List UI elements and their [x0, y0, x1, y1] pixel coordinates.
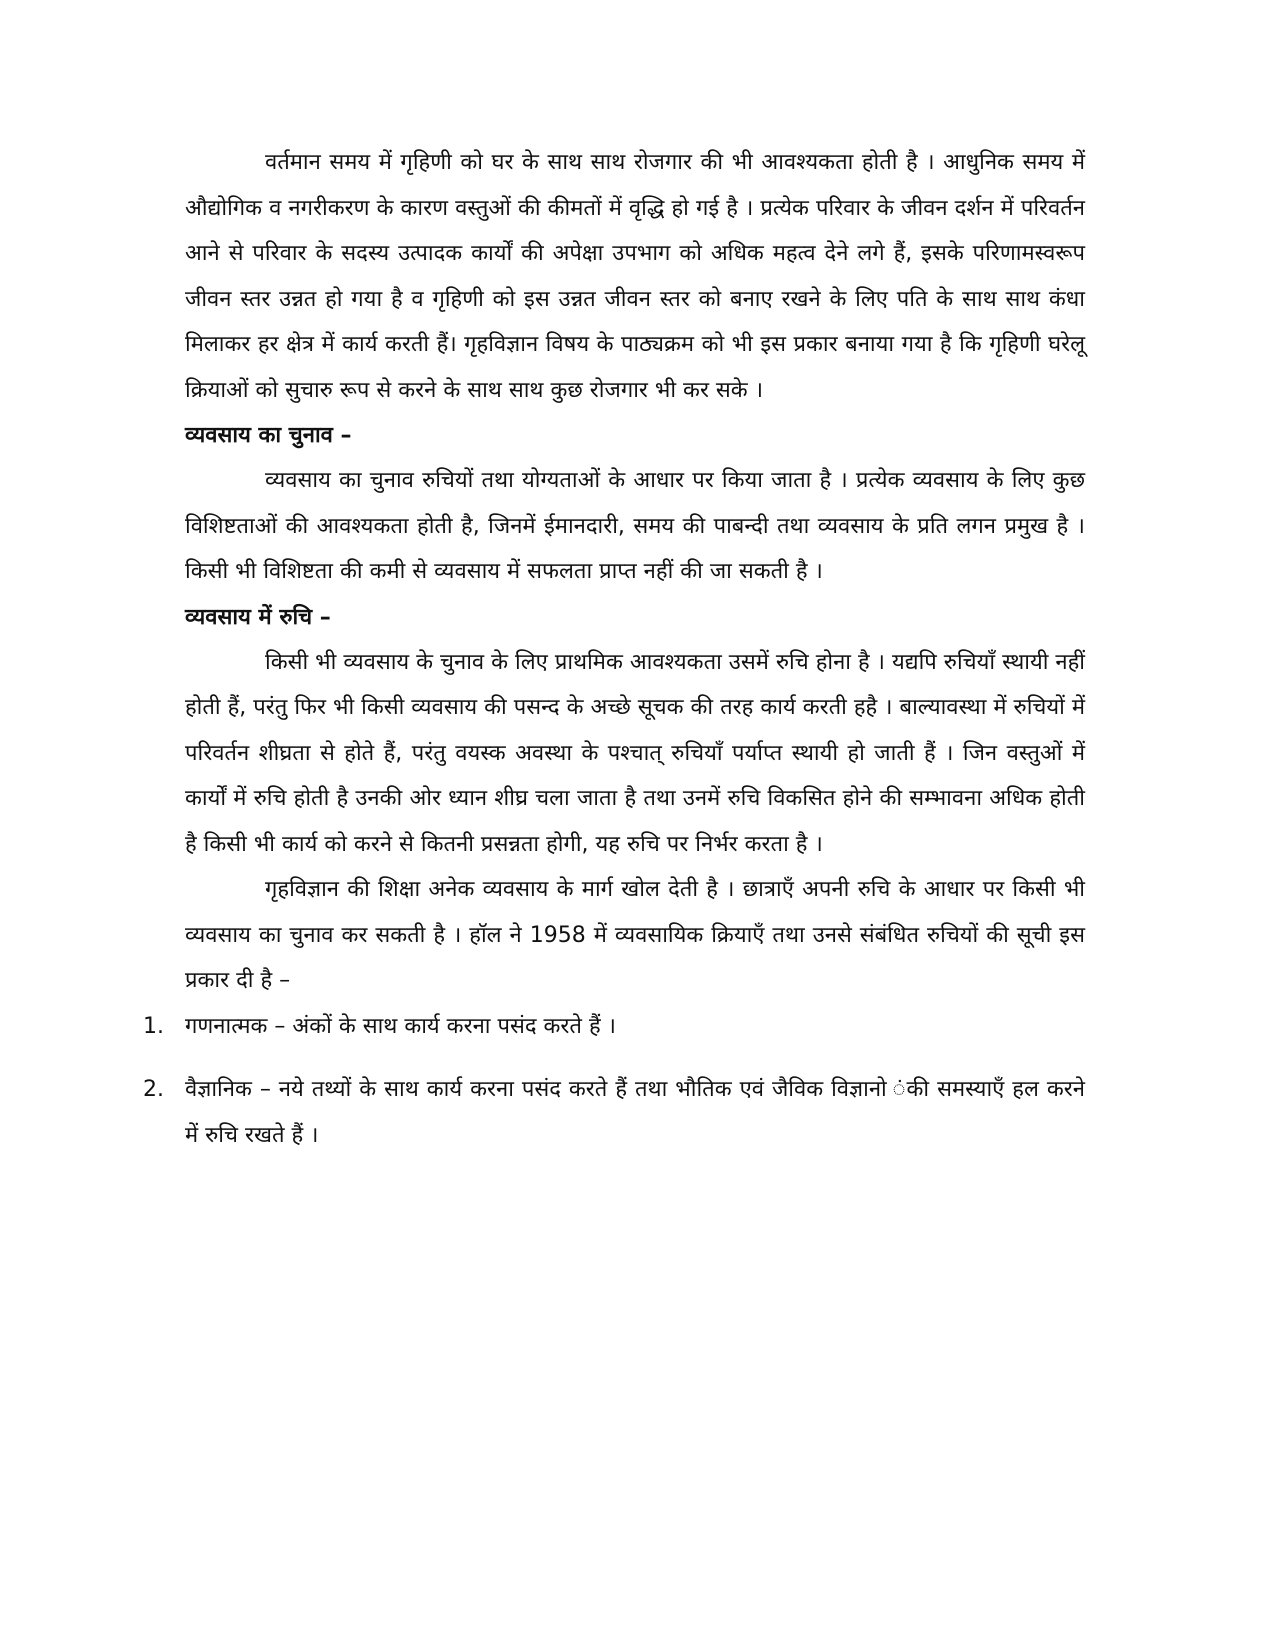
list-item-number: 1. [143, 1013, 164, 1039]
list-item [143, 1004, 1085, 1050]
paragraph-home-science-careers: गृहविज्ञान की शिक्षा अनेक व्यवसाय के मार्ग खोल देती है । छात्राएँ अपनी रुचि के आधार पर किसी भी व्यवसाय का चुनाव कर सकती है । हॉल ने 1958 में व्यवसायिक क्रियाएँ तथा उनसे संबंधित रुचियों की सूची इस प्रकार दी है – [185, 877, 1085, 993]
paragraph-employment-need: वर्तमान समय में गृहिणी को घर के साथ साथ रोजगार की भी आवश्यकता होती है । आधुनिक समय में औद्योगिक व नगरीकरण के कारण वस्तुओं की कीमतों में वृद्धि हो गई है । प्रत्येक परिवार के जीवन दर्शन में परिवर्तन आने से परिवार के सदस्य उत्पादक कार्यों की अपेक्षा उपभाग को अधिक महत्व देने लगे हैं, इसके परिणामस्वरूप जीवन स्तर उन्नत हो गया है व गृहिणी को इस उन्नत जीवन स्तर को बनाए रखने के लिए पति के साथ साथ कंधा मिलाकर हर क्षेत्र में कार्य करती हैं। गृहविज्ञान विषय के पाठ्यक्रम को भी इस प्रकार बनाया गया है कि गृहिणी घरेलू क्रियाओं को सुचारु रूप से करने के साथ साथ कुछ रोजगार भी कर सके । [185, 150, 1085, 403]
list-item-number: 2. [143, 1077, 164, 1102]
heading-career-choice: व्यवसाय का चुनाव – [185, 423, 352, 448]
list-item-text: गणनात्मक – अंकों के साथ कार्य करना पसंद करते हैं । [185, 1013, 616, 1039]
paragraph-career-choice: व्यवसाय का चुनाव रुचियों तथा योग्यताओं के आधार पर किया जाता है । प्रत्येक व्यवसाय के लिए कुछ विशिष्टताओं की आवश्यकता होती है, जिनमें ईमानदारी, समय की पाबन्दी तथा व्यवसाय के प्रति लगन प्रमुख है । किसी भी विशिष्टता की कमी से व्यवसाय में सफलता प्राप्त नहीं की जा सकती है । [185, 468, 1085, 584]
interest-list [143, 1004, 1085, 1159]
heading-career-interest: व्यवसाय में रुचि – [185, 604, 331, 630]
paragraph-career-interest: किसी भी व्यवसाय के चुनाव के लिए प्राथमिक आवश्यकता उसमें रुचि होना है । यद्यपि रुचियाँ स्थायी नहीं होती हैं, परंतु फिर भी किसी व्यवसाय की पसन्द के अच्छे सूचक की तरह कार्य करती हहै । बाल्यावस्था में रुचियों में परिवर्तन शीघ्रता से होते हैं, परंतु वयस्क अवस्था के पश्चात् रुचियाँ पर्याप्त स्थायी हो जाती हैं । जिन वस्तुओं में कार्यों में रुचि होती है उनकी ओर ध्यान शीघ्र चला जाता है तथा उनमें रुचि विकसित होने की सम्भावना अधिक होती है किसी भी कार्य को करने से कितनी प्रसन्नता होगी, यह रुचि पर निर्भर करता है । [185, 649, 1085, 857]
list-item-text: वैज्ञानिक – नये तथ्यों के साथ कार्य करना पसंद करते हैं तथा भौतिक एवं जैविक विज्ञानो ंकी समस्याएँ हल करने में रुचि रखते हैं । [185, 1077, 1085, 1148]
document-body [143, 140, 1085, 1158]
list-item [143, 1067, 1085, 1158]
